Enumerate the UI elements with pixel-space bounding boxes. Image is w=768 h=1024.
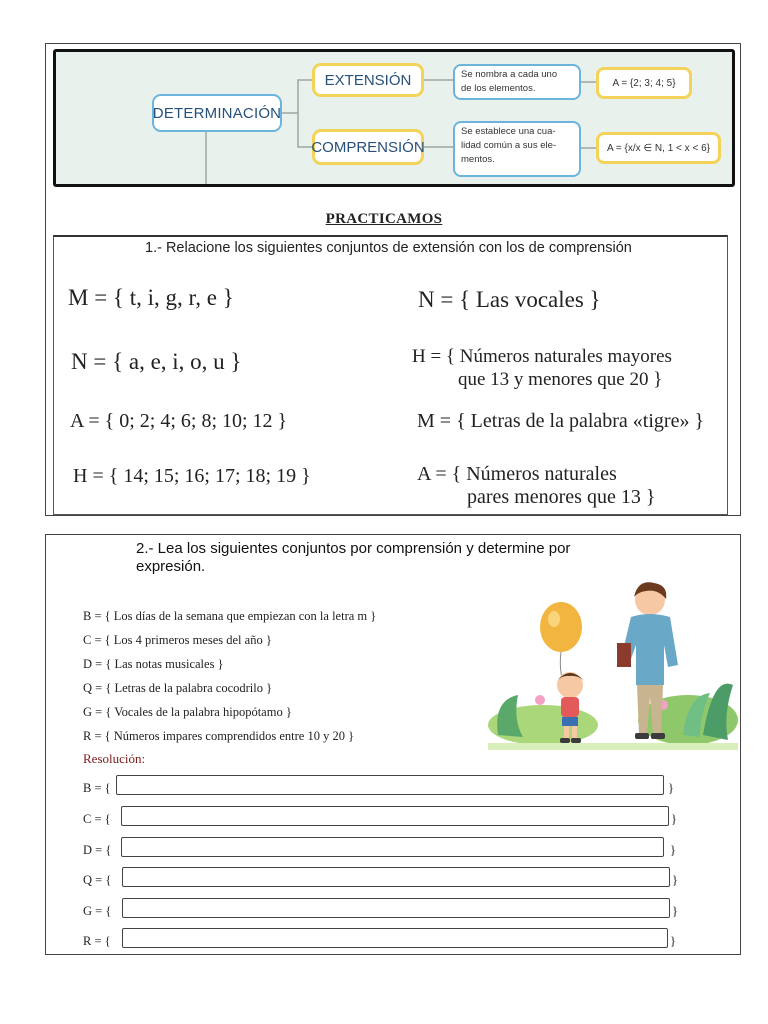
comprension-set-line: A = { Números naturales — [417, 463, 617, 485]
comprension-set-line: pares menores que 13 } — [467, 486, 656, 508]
extension-set: N = { a, e, i, o, u } — [71, 349, 242, 374]
comprension-label: COMPRENSIÓN — [312, 129, 424, 165]
answer-input-g[interactable] — [122, 898, 670, 918]
answer-input-r[interactable] — [122, 928, 668, 948]
comprension-set-line: H = { Números naturales mayores — [412, 346, 672, 367]
determinacion-diagram — [53, 49, 735, 187]
extension-note — [453, 64, 581, 100]
exercise-2-title: 2.- Lea los siguientes conjuntos por comprensión y determine por expresión. — [136, 540, 571, 575]
answer-label-c: C = { — [83, 812, 111, 826]
comprension-set: M = { Letras de la palabra «tigre» } — [417, 410, 705, 432]
answer-close-b: } — [668, 781, 674, 795]
comprension-note-line: Se establece una cua- — [461, 126, 556, 137]
answer-label-d: D = { — [83, 843, 112, 857]
answer-input-b[interactable] — [116, 775, 664, 795]
teacher-child-illustration — [488, 575, 738, 750]
section-1-frame — [45, 43, 741, 516]
comprehension-item: C = { Los 4 primeros meses del año } — [83, 633, 272, 647]
comprension-note — [453, 121, 581, 177]
answer-input-d[interactable] — [121, 837, 664, 857]
practicamos-heading: PRACTICAMOS — [325, 211, 443, 227]
extension-label: EXTENSIÓN — [312, 63, 424, 97]
comprehension-item: Q = { Letras de la palabra cocodrilo } — [83, 681, 273, 695]
resolution-label: Resolución: — [83, 751, 146, 766]
extension-note-line: de los elementos. — [461, 83, 536, 94]
answer-close-c: } — [671, 812, 677, 826]
comprehension-item: G = { Vocales de la palabra hipopótamo } — [83, 705, 292, 719]
answer-label-r: R = { — [83, 934, 111, 948]
comprension-note-line: mentos. — [461, 154, 495, 165]
comprension-set — [412, 345, 672, 391]
comprension-set — [417, 463, 655, 509]
exercise-1-title: 1.- Relacione los siguientes conjuntos de extensión con los de comprensión — [145, 240, 632, 256]
extension-set: A = { 0; 2; 4; 6; 8; 10; 12 } — [70, 410, 288, 432]
answer-input-q[interactable] — [122, 867, 670, 887]
comprehension-item: D = { Las notas musicales } — [83, 657, 224, 671]
comprehension-item: B = { Los días de la semana que empiezan con la letra m } — [83, 609, 377, 623]
extension-set: H = { 14; 15; 16; 17; 18; 19 } — [73, 465, 311, 487]
comprension-set: N = { Las vocales } — [418, 287, 601, 312]
answer-close-q: } — [672, 873, 678, 887]
answer-close-r: } — [670, 934, 676, 948]
comprension-set-line: que 13 y menores que 20 } — [458, 369, 663, 390]
comprehension-item: R = { Números impares comprendidos entre 10 y 20 } — [83, 729, 355, 743]
answer-label-b: B = { — [83, 781, 111, 795]
determinacion-label: DETERMINACIÓN — [152, 94, 282, 132]
answer-label-q: Q = { — [83, 873, 112, 887]
plants-icon — [488, 684, 738, 750]
section-2-frame — [45, 534, 741, 955]
answer-close-d: } — [670, 843, 676, 857]
comprension-example: A = {x/x ∈ N, 1 < x < 6} — [596, 132, 721, 164]
answer-close-g: } — [672, 904, 678, 918]
answer-label-g: G = { — [83, 904, 112, 918]
extension-example: A = {2; 3; 4; 5} — [596, 67, 692, 99]
comprension-note-line: lidad común a sus ele- — [461, 140, 557, 151]
extension-set: M = { t, i, g, r, e } — [68, 285, 234, 310]
exercise-1-box — [53, 235, 728, 515]
answer-input-c[interactable] — [121, 806, 669, 826]
extension-note-line: Se nombra a cada uno — [461, 69, 558, 80]
